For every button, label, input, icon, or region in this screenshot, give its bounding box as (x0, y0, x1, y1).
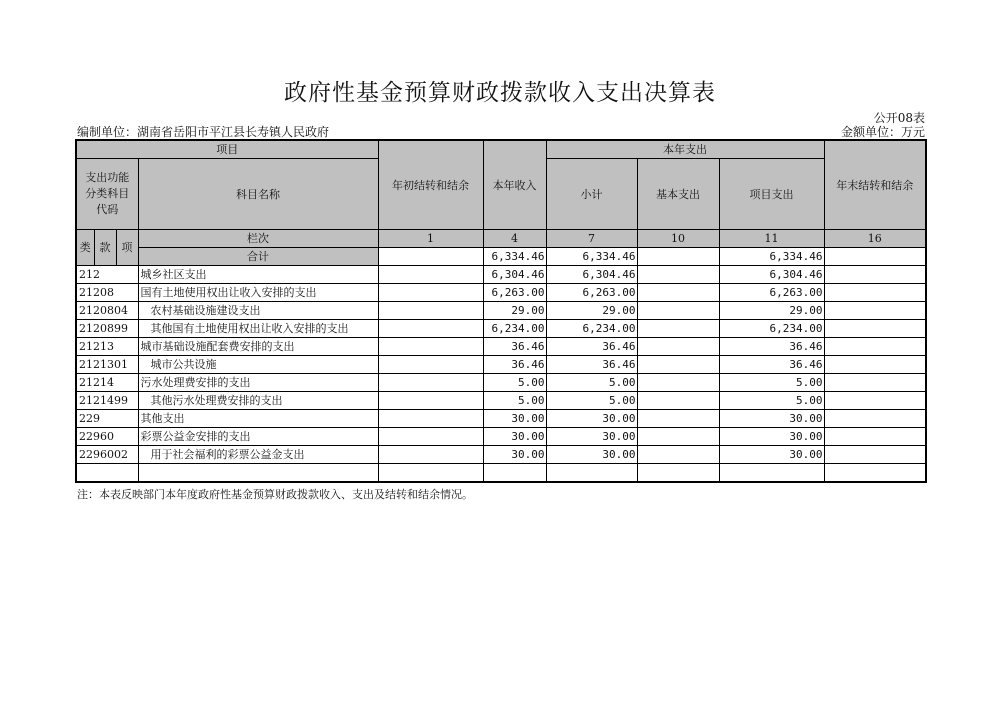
end-balance-header: 年末结转和结余 (824, 140, 926, 230)
row-begin-balance (378, 338, 483, 356)
row-end-balance (824, 374, 926, 392)
row-subtotal: 6,304.46 (546, 266, 637, 284)
row-begin-balance (378, 374, 483, 392)
row-end-balance (824, 320, 926, 338)
row-code (76, 464, 138, 483)
row-subject-name: 彩票公益金安排的支出 (138, 428, 378, 446)
row-project: 6,234.00 (719, 320, 824, 338)
row-begin-balance (378, 356, 483, 374)
row-project (719, 464, 824, 483)
row-begin-balance (378, 446, 483, 464)
column-index-11: 11 (719, 230, 824, 248)
row-subtotal: 5.00 (546, 374, 637, 392)
row-subtotal: 30.00 (546, 410, 637, 428)
row-project: 6,263.00 (719, 284, 824, 302)
table-row (76, 302, 926, 320)
report-table (75, 139, 927, 483)
row-begin-balance (378, 302, 483, 320)
lei-header: 类 (76, 230, 94, 266)
row-begin-balance (378, 392, 483, 410)
row-basic (637, 284, 719, 302)
row-project: 29.00 (719, 302, 824, 320)
row-subject-name: 污水处理费安排的支出 (138, 374, 378, 392)
row-income: 29.00 (483, 302, 546, 320)
row-code: 22960 (76, 428, 138, 446)
row-income: 5.00 (483, 392, 546, 410)
table-row (76, 320, 926, 338)
row-code: 2120804 (76, 302, 138, 320)
row-end-balance (824, 392, 926, 410)
row-project: 5.00 (719, 392, 824, 410)
column-index-label: 栏次 (138, 230, 378, 248)
column-index-row (76, 230, 926, 248)
row-code: 229 (76, 410, 138, 428)
row-income: 36.46 (483, 356, 546, 374)
row-subtotal: 5.00 (546, 392, 637, 410)
form-number: 公开08表 (873, 111, 925, 125)
total-basic (637, 248, 719, 266)
row-basic (637, 410, 719, 428)
column-index-1: 1 (378, 230, 483, 248)
row-subject-name: 城乡社区支出 (138, 266, 378, 284)
column-index-7: 7 (546, 230, 637, 248)
row-project: 30.00 (719, 410, 824, 428)
row-end-balance (824, 284, 926, 302)
row-basic (637, 446, 719, 464)
row-subtotal (546, 464, 637, 483)
row-subtotal: 29.00 (546, 302, 637, 320)
row-end-balance (824, 428, 926, 446)
total-end-balance (824, 248, 926, 266)
row-end-balance (824, 302, 926, 320)
row-subject-name: 城市基础设施配套费安排的支出 (138, 338, 378, 356)
row-code: 2296002 (76, 446, 138, 464)
xiang-header: 项 (116, 230, 138, 266)
row-code: 21213 (76, 338, 138, 356)
row-basic (637, 356, 719, 374)
row-basic (637, 338, 719, 356)
table-row (76, 410, 926, 428)
row-basic (637, 374, 719, 392)
table-row (76, 446, 926, 464)
total-subtotal: 6,334.46 (546, 248, 637, 266)
project-expenditure-header: 项目支出 (719, 159, 824, 230)
row-subject-name: 农村基础设施建设支出 (138, 302, 378, 320)
row-code: 21208 (76, 284, 138, 302)
row-subtotal: 30.00 (546, 428, 637, 446)
table-row (76, 392, 926, 410)
row-subject-name: 其他污水处理费安排的支出 (138, 392, 378, 410)
row-project: 30.00 (719, 428, 824, 446)
row-subject-name: 其他支出 (138, 410, 378, 428)
item-header: 项目 (76, 140, 378, 159)
row-end-balance (824, 356, 926, 374)
function-code-header: 支出功能分类科目代码 (76, 159, 138, 230)
row-basic (637, 320, 719, 338)
row-income: 30.00 (483, 410, 546, 428)
row-code: 2121301 (76, 356, 138, 374)
column-index-16: 16 (824, 230, 926, 248)
income-header: 本年收入 (483, 140, 546, 230)
begin-balance-header: 年初结转和结余 (378, 140, 483, 230)
table-row (76, 428, 926, 446)
row-project: 36.46 (719, 356, 824, 374)
row-end-balance (824, 338, 926, 356)
row-begin-balance (378, 320, 483, 338)
table-row (76, 464, 926, 483)
row-subject-name: 国有土地使用权出让收入安排的支出 (138, 284, 378, 302)
row-subtotal: 30.00 (546, 446, 637, 464)
row-begin-balance (378, 266, 483, 284)
reporting-organization: 编制单位：湖南省岳阳市平江县长寿镇人民政府 (77, 125, 330, 139)
row-income: 5.00 (483, 374, 546, 392)
row-code: 21214 (76, 374, 138, 392)
table-row (76, 374, 926, 392)
header-row-1 (76, 140, 926, 159)
row-income: 30.00 (483, 446, 546, 464)
row-project: 36.46 (719, 338, 824, 356)
row-end-balance (824, 464, 926, 483)
total-begin-balance (378, 248, 483, 266)
row-income: 6,304.46 (483, 266, 546, 284)
table-footnote: 注：本表反映部门本年度政府性基金预算财政拨款收入、支出及结转和结余情况。 (77, 488, 473, 501)
row-subject-name (138, 464, 378, 483)
current-expenditure-header: 本年支出 (546, 140, 824, 159)
row-project: 30.00 (719, 446, 824, 464)
row-income (483, 464, 546, 483)
row-subtotal: 6,263.00 (546, 284, 637, 302)
column-index-10: 10 (637, 230, 719, 248)
row-begin-balance (378, 410, 483, 428)
total-project: 6,334.46 (719, 248, 824, 266)
total-income: 6,334.46 (483, 248, 546, 266)
row-subtotal: 36.46 (546, 356, 637, 374)
row-subject-name: 其他国有土地使用权出让收入安排的支出 (138, 320, 378, 338)
row-project: 5.00 (719, 374, 824, 392)
row-end-balance (824, 446, 926, 464)
row-end-balance (824, 410, 926, 428)
row-subtotal: 6,234.00 (546, 320, 637, 338)
row-income: 6,234.00 (483, 320, 546, 338)
row-begin-balance (378, 284, 483, 302)
row-code: 2121499 (76, 392, 138, 410)
row-basic (637, 302, 719, 320)
row-basic (637, 464, 719, 483)
table-row (76, 284, 926, 302)
row-income: 36.46 (483, 338, 546, 356)
row-code: 2120899 (76, 320, 138, 338)
row-basic (637, 428, 719, 446)
row-code: 212 (76, 266, 138, 284)
row-subtotal: 36.46 (546, 338, 637, 356)
total-label: 合计 (138, 248, 378, 266)
table-row (76, 338, 926, 356)
total-row (76, 248, 926, 266)
row-income: 6,263.00 (483, 284, 546, 302)
kuan-header: 款 (94, 230, 116, 266)
row-subject-name: 用于社会福利的彩票公益金支出 (138, 446, 378, 464)
report-title: 政府性基金预算财政拨款收入支出决算表 (284, 80, 716, 106)
row-basic (637, 266, 719, 284)
row-end-balance (824, 266, 926, 284)
row-begin-balance (378, 428, 483, 446)
amount-unit: 金额单位：万元 (840, 125, 925, 139)
row-subject-name: 城市公共设施 (138, 356, 378, 374)
subject-name-header: 科目名称 (138, 159, 378, 230)
row-project: 6,304.46 (719, 266, 824, 284)
column-index-4: 4 (483, 230, 546, 248)
table-row (76, 356, 926, 374)
subtotal-header: 小计 (546, 159, 637, 230)
table-row (76, 266, 926, 284)
basic-expenditure-header: 基本支出 (637, 159, 719, 230)
row-begin-balance (378, 464, 483, 483)
row-income: 30.00 (483, 428, 546, 446)
row-basic (637, 392, 719, 410)
